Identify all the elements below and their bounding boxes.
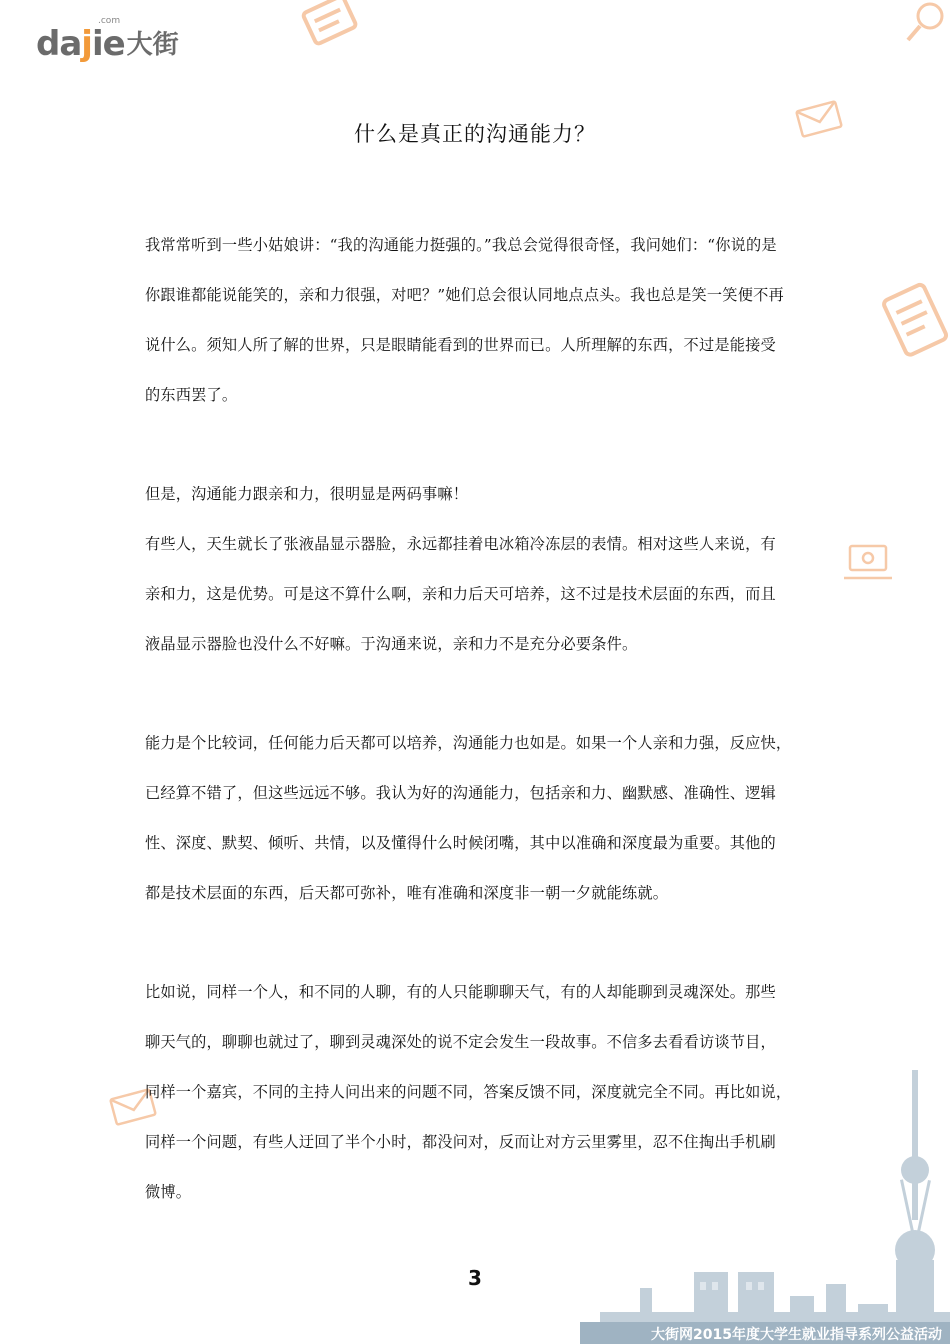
paragraph-4 bbox=[145, 980, 845, 1230]
paragraph-line: 微博。 bbox=[145, 1183, 192, 1201]
logo-latin-text bbox=[36, 24, 125, 64]
decorative-tag-icon bbox=[298, 0, 368, 50]
footer-banner-text: 大街网2015年度大学生就业指导系列公益活动 bbox=[651, 1327, 942, 1343]
logo-com-text: .com bbox=[98, 16, 121, 26]
paragraph-2 bbox=[145, 482, 845, 682]
paragraph-line: 能力是个比较词，任何能力后天都可以培养，沟通能力也如是。如果一个人亲和力强，反应快， bbox=[145, 734, 792, 752]
document-title bbox=[0, 118, 950, 148]
paragraph-line: 我常常听到一些小姑娘讲：“我的沟通能力挺强的。”我总会觉得很奇怪，我问她们：“你说的是 bbox=[145, 236, 777, 254]
paragraph-line: 但是，沟通能力跟亲和力，很明显是两码事嘛！ bbox=[145, 485, 469, 503]
paragraph-line: 亲和力，这是优势。可是这不算什么啊，亲和力后天可培养，这不过是技术层面的东西，而且 bbox=[145, 585, 776, 603]
logo-latin-pre: da bbox=[36, 24, 82, 64]
paragraph-3 bbox=[145, 731, 845, 931]
decorative-magnifier-icon bbox=[900, 0, 950, 50]
paragraph-line: 你跟谁都能说能笑的，亲和力很强，对吧？”她们总会很认同地点点头。我也总是笑一笑便不再 bbox=[145, 286, 784, 304]
paragraph-line: 比如说，同样一个人，和不同的人聊，有的人只能聊聊天气，有的人却能聊到灵魂深处。那些 bbox=[145, 983, 776, 1001]
paragraph-line: 都是技术层面的东西，后天都可弥补，唯有准确和深度非一朝一夕就能练就。 bbox=[145, 884, 669, 902]
document-title-text: 什么是真正的沟通能力？ bbox=[354, 122, 596, 146]
paragraph-line: 同样一个问题，有些人迂回了半个小时，都没问对，反而让对方云里雾里，忍不住掏出手机刷 bbox=[145, 1133, 776, 1151]
dajie-logo bbox=[36, 16, 179, 64]
decorative-document-icon bbox=[880, 282, 950, 362]
paragraph-line: 聊天气的，聊聊也就过了，聊到灵魂深处的说不定会发生一段故事。不信多去看看访谈节目， bbox=[145, 1033, 776, 1051]
page-number: 3 bbox=[468, 1266, 482, 1290]
paragraph-line: 性、深度、默契、倾听、共情，以及懂得什么时候闭嘴，其中以准确和深度最为重要。其他的 bbox=[145, 834, 776, 852]
paragraph-line: 有些人，天生就长了张液晶显示器脸，永远都挂着电冰箱冷冻层的表情。相对这些人来说，有 bbox=[145, 535, 776, 553]
paragraph-line: 已经算不错了，但这些远远不够。我认为好的沟通能力，包括亲和力、幽默感、准确性、逻辑 bbox=[145, 784, 776, 802]
paragraph-line: 的东西罢了。 bbox=[145, 386, 238, 404]
paragraph-line: 说什么。须知人所了解的世界，只是眼睛能看到的世界而已。人所理解的东西，不过是能接受 bbox=[145, 336, 776, 354]
logo-latin-post: ie bbox=[91, 24, 125, 64]
decorative-laptop-icon bbox=[842, 540, 894, 586]
logo-latin-accent: j bbox=[81, 24, 92, 64]
paragraph-line: 同样一个嘉宾，不同的主持人问出来的问题不同，答案反馈不同，深度就完全不同。再比如说， bbox=[145, 1083, 792, 1101]
paragraph-1 bbox=[145, 233, 845, 433]
paragraph-line: 液晶显示器脸也没什么不好嘛。于沟通来说，亲和力不是充分必要条件。 bbox=[145, 635, 638, 653]
logo-chinese-text: 大街 bbox=[126, 30, 179, 60]
